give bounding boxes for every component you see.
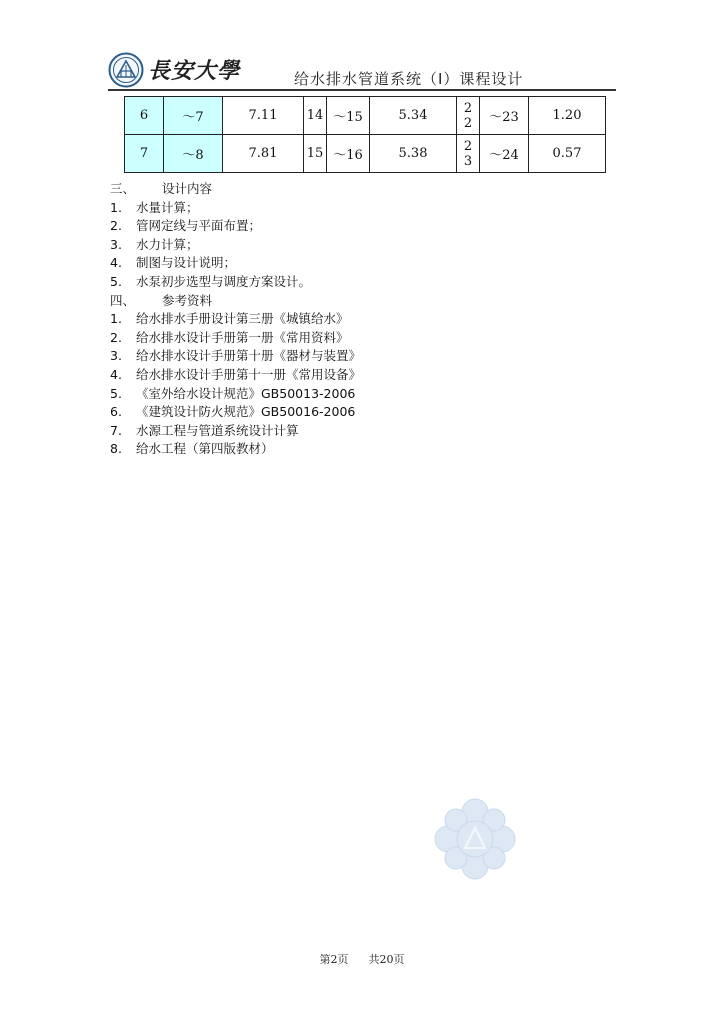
table-cell: 5.38 [370, 135, 457, 173]
table-cell: 7.81 [223, 135, 304, 173]
section-heading-references [110, 292, 361, 311]
item-text: 水力计算； [136, 236, 199, 252]
item-text: 《室外给水设计规范》GB50013-2006 [136, 385, 356, 401]
section-title: 参考资料 [162, 292, 213, 308]
table-cell: 6 [125, 97, 164, 135]
page-header [108, 50, 616, 90]
page-number: 第2页 [319, 953, 349, 966]
item-number: 7. [110, 422, 122, 438]
table-cell: 14 [304, 97, 327, 135]
university-logo-text: 長安大學 [148, 58, 241, 84]
list-item [110, 440, 361, 459]
section-heading-design [110, 180, 361, 199]
list-item [110, 422, 361, 441]
stacked-digit: 2 [463, 100, 473, 116]
item-number: 3. [110, 236, 122, 252]
list-item [110, 236, 361, 255]
list-item [110, 403, 361, 422]
header-rule [108, 89, 616, 91]
list-item [110, 254, 361, 273]
university-emblem-icon [108, 52, 144, 88]
item-text: 《建筑设计防火规范》GB50016-2006 [136, 404, 356, 420]
item-number: 6. [110, 404, 122, 420]
table-cell: ～7 [164, 97, 223, 135]
item-text: 制图与设计说明； [136, 255, 237, 271]
item-text: 给水排水设计手册第十册《器材与装置》 [136, 348, 362, 364]
list-item [110, 273, 361, 292]
item-number: 1. [110, 311, 122, 327]
table-cell: ～8 [164, 135, 223, 173]
table-cell-stacked [457, 135, 480, 173]
list-item [110, 199, 361, 218]
list-item [110, 310, 361, 329]
page-total: 共20页 [368, 953, 405, 966]
table-cell: 0.57 [529, 135, 606, 173]
item-number: 3. [110, 348, 122, 364]
table-cell: ～15 [327, 97, 370, 135]
section-number: 四、 [110, 292, 136, 308]
item-text: 给水排水设计手册第一册《常用资料》 [136, 329, 349, 345]
list-item [110, 329, 361, 348]
table-cell: 1.20 [529, 97, 606, 135]
list-item [110, 217, 361, 236]
table-cell: 7.11 [223, 97, 304, 135]
course-title: 给水排水管道系统（Ⅰ）课程设计 [294, 70, 524, 88]
item-text: 给水工程（第四版教材） [136, 441, 274, 457]
table-cell: ～23 [480, 97, 529, 135]
item-text: 给水排水手册设计第三册《城镇给水》 [136, 311, 349, 327]
item-number: 2. [110, 218, 122, 234]
list-item [110, 366, 361, 385]
section-title: 设计内容 [162, 181, 213, 196]
item-number: 2. [110, 329, 122, 345]
item-text: 管网定线与平面布置； [136, 218, 262, 234]
stacked-digit: 2 [463, 115, 473, 131]
list-item [110, 347, 361, 366]
table-cell: 5.34 [370, 97, 457, 135]
item-number: 4. [110, 366, 122, 382]
table-row [125, 135, 606, 173]
item-number: 4. [110, 255, 122, 271]
item-number: 8. [110, 441, 122, 457]
item-number: 5. [110, 273, 122, 289]
table-cell: 15 [304, 135, 327, 173]
table-cell: ～24 [480, 135, 529, 173]
item-number: 1. [110, 199, 122, 215]
document-body [110, 180, 361, 459]
watermark-flower-icon [432, 796, 518, 882]
stacked-digit: 2 [463, 138, 473, 154]
stacked-digit: 3 [463, 153, 473, 169]
item-text: 水泵初步选型与调度方案设计。 [136, 273, 312, 289]
section-number: 三、 [110, 181, 136, 196]
list-item [110, 385, 361, 404]
table-cell: ～16 [327, 135, 370, 173]
table-row [125, 97, 606, 135]
item-text: 水源工程与管道系统设计计算 [136, 422, 299, 438]
table-cell: 7 [125, 135, 164, 173]
item-text: 给水排水设计手册第十一册《常用设备》 [136, 366, 362, 382]
item-text: 水量计算； [136, 199, 199, 215]
table-cell-stacked [457, 97, 480, 135]
flow-table [124, 96, 606, 173]
page-footer [0, 951, 724, 967]
item-number: 5. [110, 385, 122, 401]
